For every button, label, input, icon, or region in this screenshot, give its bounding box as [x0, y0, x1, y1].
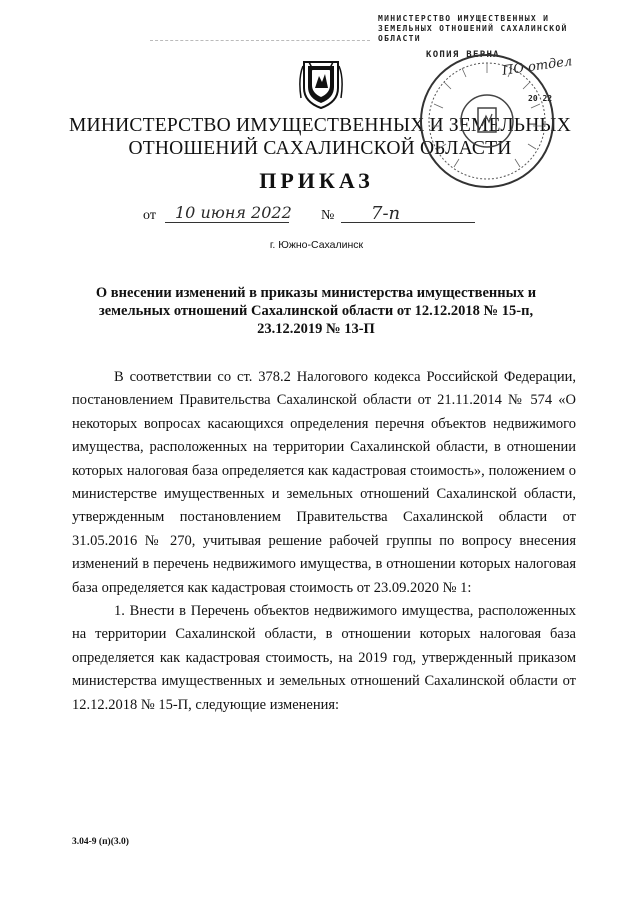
number-handwritten: 7-п	[371, 203, 401, 224]
city-label: г. Южно-Сахалинск	[269, 239, 364, 251]
document-type-title: ПРИКАЗ	[259, 168, 374, 193]
date-handwritten: 10 июня 2022	[175, 203, 292, 222]
document-body	[72, 366, 576, 717]
footer-form-code: 3.04-9 (п)(3.0)	[72, 837, 129, 847]
coat-of-arms-icon	[299, 58, 343, 110]
copy-stamp-line1: МИНИСТЕРСТВО ИМУЩЕСТВЕННЫХ И	[378, 14, 550, 23]
ministry-line1: МИНИСТЕРСТВО ИМУЩЕСТВЕННЫХ И ЗЕМЕЛЬНЫХ	[69, 115, 571, 136]
date-prefix: от	[143, 208, 156, 223]
header-dashed-line	[150, 40, 370, 41]
ministry-line2: ОТНОШЕНИЙ САХАЛИНСКОЙ ОБЛАСТИ	[128, 138, 512, 159]
copy-stamp-line4: КОПИЯ ВЕРНА	[426, 50, 500, 60]
document-title	[60, 284, 572, 338]
copy-stamp-signature: ПО отдел	[501, 54, 574, 79]
order-date-number	[143, 203, 483, 228]
title-line1: О внесении изменений в приказы министерства имущественных и	[95, 285, 537, 301]
copy-stamp-year: 20 22	[528, 94, 553, 103]
title-line3: 23.12.2019 № 13-П	[257, 321, 375, 337]
number-underline	[341, 206, 475, 223]
number-sign: №	[321, 208, 335, 223]
copy-stamp-line2: ЗЕМЕЛЬНЫХ ОТНОШЕНИЙ САХАЛИНСКОЙ	[378, 24, 568, 33]
title-line2: земельных отношений Сахалинской области от 12.12.2018 № 15-п,	[98, 303, 534, 319]
body-paragraph-preamble: В соответствии со ст. 378.2 Налогового кодекса Российской Федерации, постановлением Правительства Сахалинской области от 21.11.2014 № 574 «О некоторых вопросах касающихся определения перечня объектов недвижимого имущества, расположенных на территории Сахалинской области, в отношении которых налоговая база определяется как кадастровая стоимость», положением о министерстве имущественных и земельных отношений Сахалинской области, утвержденным постановлением Правительства Сахалинской области от 31.05.2016 № 270, учитывая решение рабочей группы по вопросу внесения изменений в перечень недвижимого имущества, в отношении которых налоговая база определяется как кадастровая стоимость от 23.09.2020 № 1:	[72, 369, 576, 596]
body-paragraph-item1: 1. Внести в Перечень объектов недвижимого имущества, расположенных на территории Сахалинской области, в отношении которых налоговая база определяется как кадастровая стоимость, на 2019 год, утвержденный приказом министерства имущественных и земельных отношений Сахалинской области от 12.12.2018 № 15-П, следующие изменения:	[72, 603, 576, 713]
copy-stamp-line3: ОБЛАСТИ	[378, 34, 421, 43]
